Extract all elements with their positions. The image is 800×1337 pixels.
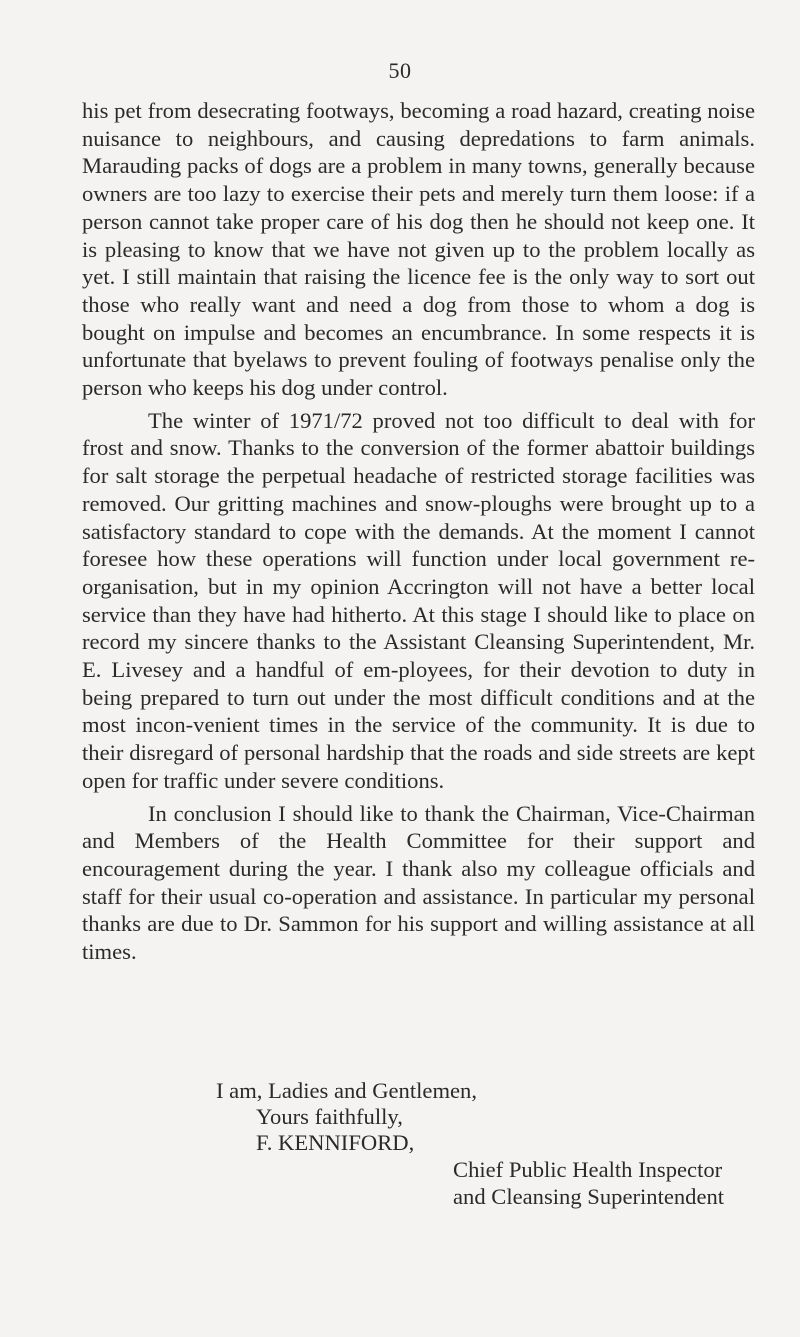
- paragraph-conclusion: In conclusion I should like to thank the Chairman, Vice-Chairman and Members of the Health Committee for their support and encouragement during the year. I thank also my colleague officials and staff for their usual co-operation and assistance. In particular my personal thanks are due to Dr. Sammon for his support and willing assistance at all times.: [82, 800, 755, 965]
- paragraph-winter: The winter of 1971/72 proved not too difficult to deal with for frost and snow. Thanks to the conversion of the former abattoir buildings for salt storage the perpetual headache of restricted storage facilities was removed. Our gritting machines and snow-ploughs were brought up to a satisfactory standard to cope with the demands. At the moment I cannot foresee how these operations will function under local government re-organisation, but in my opinion Accrington will not have a better local service than they have had hitherto. At this stage I should like to place on record my sincere thanks to the Assistant Cleansing Superintendent, Mr. E. Livesey and a handful of em-ployees, for their devotion to duty in being prepared to turn out under the most difficult conditions and at the most incon-venient times in the service of the community. It is due to their disregard of personal hardship that the roads and side streets are kept open for traffic under severe conditions.: [82, 407, 755, 793]
- signatory-name: F. KENNIFORD,: [256, 1130, 415, 1155]
- page-number: 50: [388, 58, 412, 83]
- paragraph-continued: his pet from desecrating footways, becoming a road hazard, creating noise nuisance to neighbours, and causing depredations to farm animals. Marauding packs of dogs are a problem in many towns, generally because owners are too lazy to exercise their pets and merely turn them loose: if a person cannot take proper care of his dog then he should not keep one. It is pleasing to know that we have not given up to the problem locally as yet. I still maintain that raising the licence fee is the only way to sort out those who really want and need a dog from those to whom a dog is bought on impulse and becomes an encumbrance. In some respects it is unfortunate that byelaws to prevent fouling of footways penalise only the person who keeps his dog under control.: [82, 98, 755, 401]
- signatory-title-line-1: Chief Public Health Inspector: [453, 1157, 723, 1182]
- body-text: [82, 97, 755, 966]
- signatory-title-line-2: and Cleansing Superintendent: [453, 1184, 725, 1209]
- complimentary-close: Yours faithfully,: [256, 1104, 403, 1129]
- salutation-line: I am, Ladies and Gentlemen,: [216, 1078, 477, 1103]
